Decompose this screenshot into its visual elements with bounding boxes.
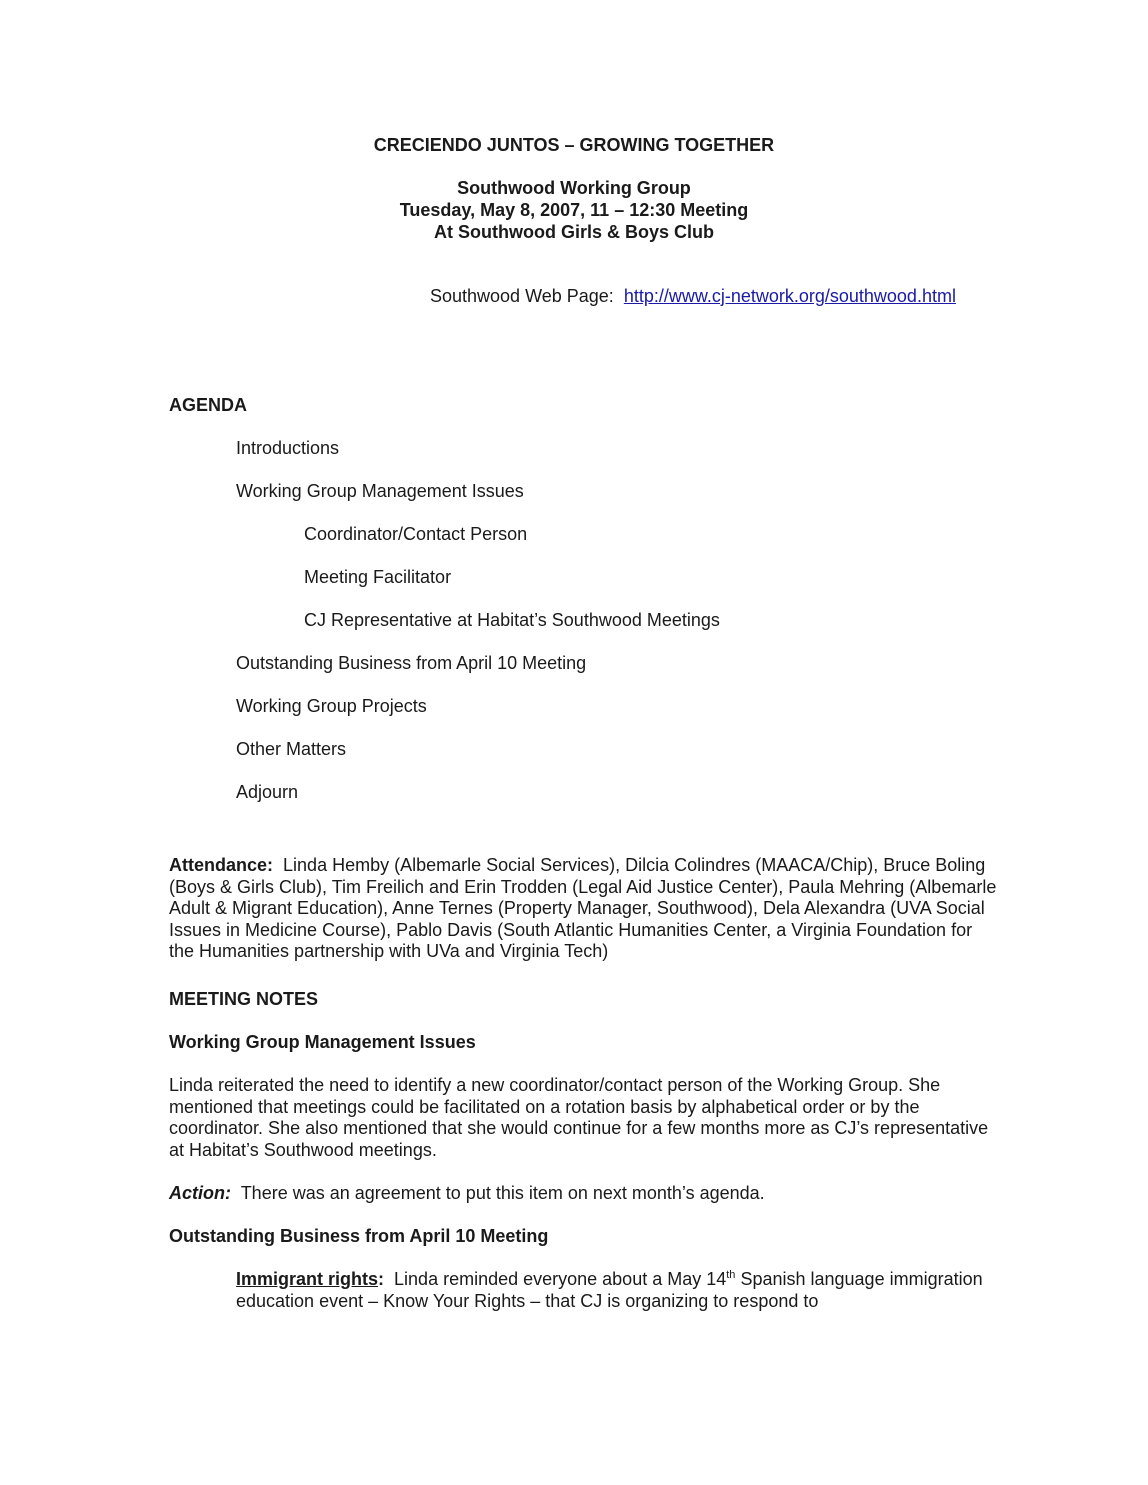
meeting-location: At Southwood Girls & Boys Club (434, 222, 714, 242)
attendance-paragraph (169, 855, 999, 963)
meeting-notes-heading: MEETING NOTES (169, 989, 319, 1009)
agenda-item-introductions: Introductions (236, 438, 340, 458)
attendance-label: Attendance: (169, 855, 274, 875)
web-page-link[interactable]: http://www.cj-network.org/southwood.html (623, 286, 956, 306)
management-issues-heading: Working Group Management Issues (169, 1032, 476, 1052)
immigrant-rights-text-a: Linda reminded everyone about a May 14 (394, 1269, 727, 1289)
immigrant-rights-text-b: Spanish language immigration education event – Know Your Rights – that CJ is organizing to respond to (236, 1269, 983, 1311)
management-issues-paragraph: Linda reiterated the need to identify a new coordinator/contact person of the Working Group. She mentioned that meetings could be facilitated on a rotation basis by alphabetical order or by the coordinator. She also mentioned that she would continue for a few months more as CJ’s representative at Habitat’s Southwood meetings. (169, 1075, 989, 1160)
action-paragraph (169, 1183, 999, 1205)
group-name: Southwood Working Group (457, 178, 691, 198)
outstanding-business-heading: Outstanding Business from April 10 Meeting (169, 1226, 549, 1246)
immigrant-rights-sup: th (726, 1269, 736, 1281)
agenda-subitem-cj-representative: CJ Representative at Habitat’s Southwood Meetings (304, 610, 720, 630)
agenda-item-projects: Working Group Projects (236, 696, 427, 716)
web-page-label: Southwood Web Page: (430, 286, 614, 306)
document-title: CRECIENDO JUNTOS – GROWING TOGETHER (373, 135, 775, 155)
agenda-item-outstanding-business: Outstanding Business from April 10 Meeting (236, 653, 587, 673)
agenda-heading: AGENDA (169, 395, 248, 415)
immigrant-rights-paragraph (236, 1269, 996, 1312)
agenda-item-management-issues: Working Group Management Issues (236, 481, 524, 501)
immigrant-rights-colon: : (378, 1269, 385, 1289)
agenda-item-adjourn: Adjourn (236, 782, 299, 802)
immigrant-rights-label: Immigrant rights (236, 1269, 379, 1289)
action-text: There was an agreement to put this item on next month’s agenda. (240, 1183, 765, 1203)
web-page-line (430, 286, 956, 307)
action-label: Action: (169, 1183, 231, 1203)
agenda-item-other-matters: Other Matters (236, 739, 347, 759)
attendance-text: Linda Hemby (Albemarle Social Services), Dilcia Colindres (MAACA/Chip), Bruce Boling (Boys & Girls Club), Tim Freilich and Erin Trodden (Legal Aid Justice Center), Paula Mehring (Albemarle Adult & Migrant Education), Anne Ternes (Property Manager, Southwood), Dela Alexandra (UVA Social Issues in Medicine Course), Pablo Davis (South Atlantic Humanities Center, a Virginia Foundation for the Humanities partnership with UVa and Virginia Tech) (169, 855, 997, 962)
meeting-date: Tuesday, May 8, 2007, 11 – 12:30 Meeting (399, 200, 749, 220)
agenda-subitem-coordinator: Coordinator/Contact Person (304, 524, 528, 544)
agenda-subitem-facilitator: Meeting Facilitator (304, 567, 452, 587)
